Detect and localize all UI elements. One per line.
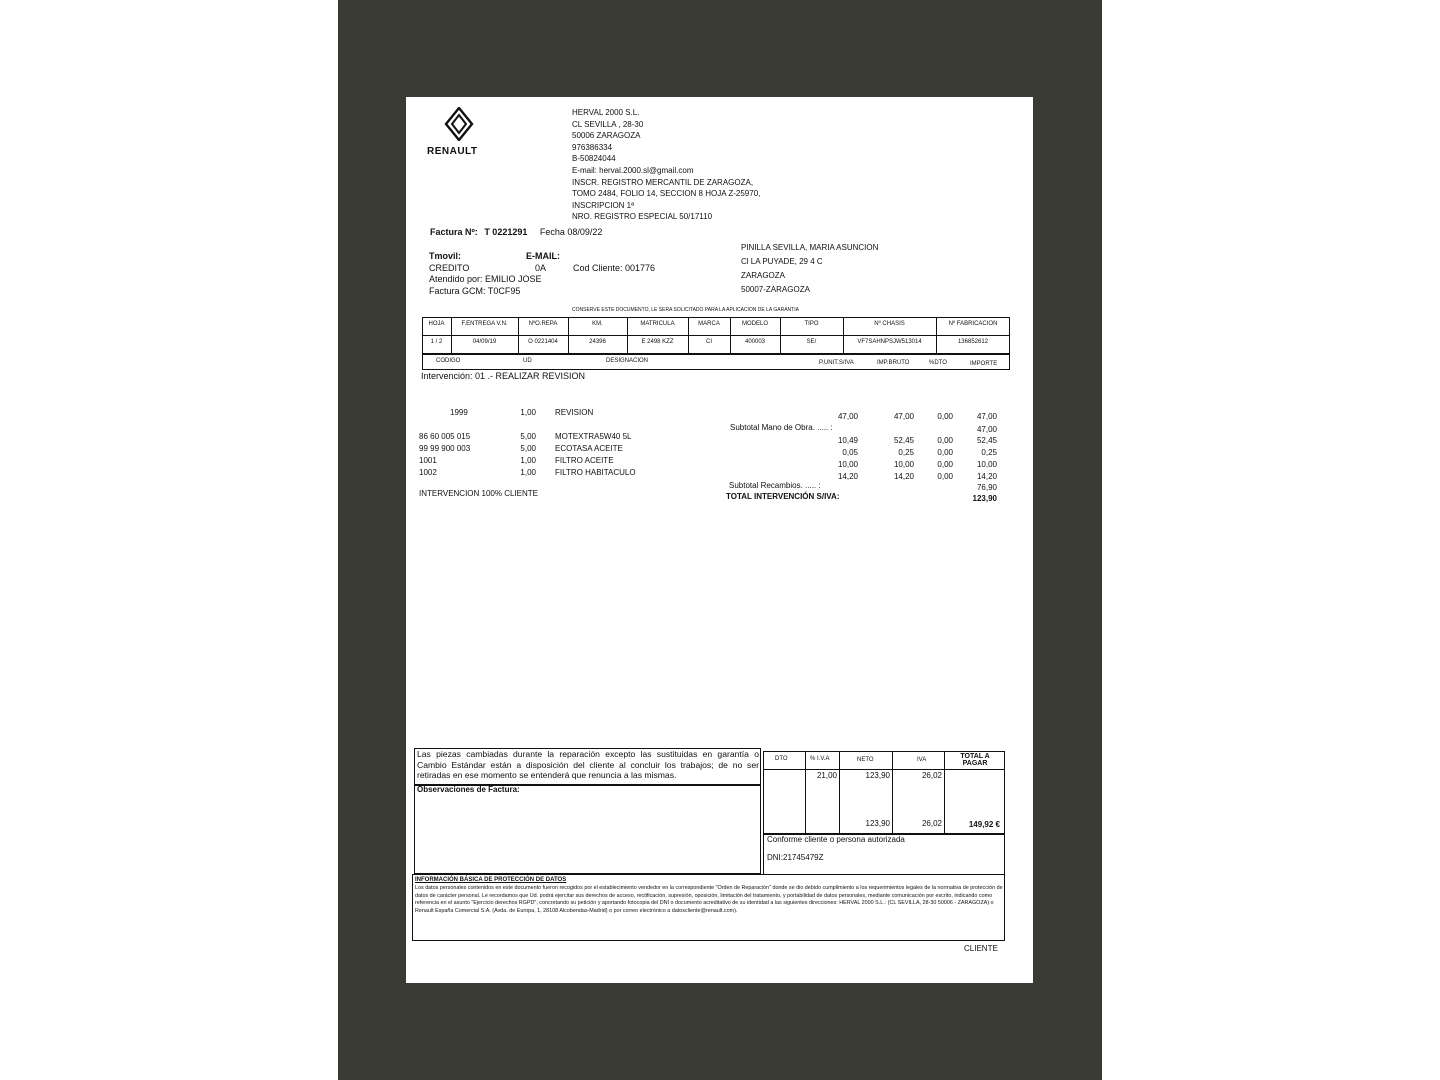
payment-code: 0A	[535, 263, 547, 273]
net-total: 123,90	[865, 819, 890, 828]
signature-label: Conforme cliente o persona autorizada	[767, 835, 905, 844]
tmovil-label: Tmovil:	[429, 251, 462, 261]
totals-divider	[892, 751, 893, 835]
item-dto: 0,00	[937, 448, 953, 457]
company-line: 50006 ZARAGOZA	[572, 131, 641, 141]
item-unit: 0,05	[842, 448, 858, 457]
item-desc: FILTRO ACEITE	[555, 456, 614, 465]
vehicle-value-cell: 04/09/19	[472, 339, 497, 345]
item-desc: FILTRO HABITACULO	[555, 468, 636, 477]
invoice-number-label: Factura Nº:	[430, 227, 478, 237]
col-dto: %DTO	[929, 360, 947, 366]
invoice-number: T 0221291	[484, 227, 528, 237]
vehicle-header-cell: MATRICULA	[640, 321, 675, 327]
total-intervention: 123,90	[972, 494, 997, 503]
vehicle-value-cell: VF7SAHNPSJW513014	[857, 339, 922, 345]
totals-divider	[805, 751, 806, 835]
customer-line: Cl LA PUYADE, 29 4 C	[741, 257, 823, 266]
item-unit: 10,49	[837, 436, 858, 445]
payment-method: CREDITO	[429, 263, 470, 273]
company-line: 976386334	[572, 142, 613, 152]
col-ud: UD	[523, 358, 532, 364]
col-bruto: IMP.BRUTO	[877, 360, 910, 366]
total-to-pay: 149,92 €	[968, 820, 1000, 829]
vehicle-value-cell: E 2498 KZZ	[641, 339, 674, 345]
privacy-title: INFORMACIÓN BÁSICA DE PROTECCIÓN DE DATOS	[415, 877, 567, 883]
totals-divider	[839, 751, 840, 835]
vehicle-value-cell: O 0221404	[528, 339, 558, 345]
item-importe: 14,20	[976, 472, 997, 481]
customer-line: ZARAGOZA	[741, 271, 786, 280]
iva-percent: 21,00	[816, 771, 837, 780]
parts-notice: Las piezas cambiadas durante la reparación excepto las sustituidas en garantía o Cambio Estándar están a disposición del cliente al concluir los trabajos; de no ser retiradas en ese momento se entenderá que renuncia a las mismas.	[417, 749, 759, 781]
customer-address	[741, 241, 878, 297]
iva-total: 26,02	[921, 819, 942, 828]
item-dto: 0,00	[937, 436, 953, 445]
item-unit: 14,20	[837, 472, 858, 481]
vehicle-value-cell: 24396	[589, 339, 606, 345]
item-dto: 0,00	[937, 472, 953, 481]
company-line: CL SEVILLA , 28-30	[572, 119, 644, 129]
item-bruto: 52,45	[893, 436, 914, 445]
vehicle-header-cell: F.ENTREGA V.N.	[461, 321, 508, 327]
totals-col-iva: IVA	[917, 757, 927, 763]
totals-header-divider	[763, 769, 1005, 770]
company-line: NRO. REGISTRO ESPECIAL 50/17110	[572, 212, 713, 222]
vehicle-header-cell: MARCA	[698, 321, 720, 327]
warranty-notice: CONSERVE ESTE DOCUMENTO, LE SERA SOLICITADO PARA LA APLICACION DE LA GARANTIA	[572, 307, 799, 313]
col-codigo: CODIGO	[436, 358, 461, 364]
vehicle-header-cell: HOJA	[428, 321, 445, 327]
vehicle-value-cell: 400003	[744, 339, 766, 345]
item-desc: MOTEXTRA5W40 5L	[555, 432, 632, 441]
intervention-title: Intervención: 01 .- REALIZAR REVISION	[421, 371, 586, 381]
subtotal-parts-label: Subtotal Recambios. ..... :	[729, 481, 821, 490]
net-amount: 123,90	[865, 771, 890, 780]
item-ud: 1,00	[520, 456, 536, 465]
col-designacion: DESIGNACION	[606, 358, 649, 364]
item-code: 1001	[419, 456, 437, 465]
copy-label: CLIENTE	[964, 944, 998, 953]
company-line: INSCR. REGISTRO MERCANTIL DE ZARAGOZA,	[572, 177, 754, 187]
company-line: INSCRIPCION 1ª	[572, 200, 635, 210]
customer-line: PINILLA SEVILLA, MARIA ASUNCION	[741, 243, 879, 252]
company-line[interactable]: E-mail: herval.2000.sl@gmail.com	[572, 165, 694, 175]
customer-dni: DNI:21745479Z	[767, 853, 824, 862]
col-punit: P.UNIT.S/IVA	[819, 360, 854, 366]
subtotal-labour: 47,00	[976, 425, 997, 434]
item-importe: 47,00	[976, 412, 997, 421]
item-unit: 10,00	[837, 460, 858, 469]
item-code: 1999	[450, 408, 468, 417]
item-ud: 1,00	[520, 468, 536, 477]
item-dto: 0,00	[937, 412, 953, 421]
vehicle-header-cell: NºO.REPA	[528, 321, 558, 327]
company-info	[572, 107, 760, 223]
vehicle-header-cell: TIPO	[804, 321, 819, 327]
totals-col-neto: NETO	[857, 757, 874, 763]
observations-label: Observaciones de Factura:	[417, 785, 520, 794]
subtotal-parts: 76,90	[976, 483, 997, 492]
observations-box	[414, 785, 761, 874]
item-code: 1002	[419, 468, 437, 477]
item-ud: 1,00	[520, 408, 536, 417]
invoice-number-row	[430, 227, 602, 237]
email-label: E-MAIL:	[526, 251, 560, 261]
item-unit: 47,00	[837, 412, 858, 421]
subtotal-labour-label: Subtotal Mano de Obra. ..... :	[730, 423, 833, 432]
vehicle-value-cell: SE/	[806, 339, 817, 345]
item-bruto: 10,00	[893, 460, 914, 469]
vehicle-value-cell: 1 / 2	[430, 339, 443, 345]
item-desc: ECOTASA ACEITE	[555, 444, 623, 453]
item-bruto: 14,20	[893, 472, 914, 481]
item-code: 86 60 005 015	[419, 432, 471, 441]
item-importe: 0,25	[981, 448, 997, 457]
company-line: B-50824044	[572, 154, 616, 164]
items-header-row	[422, 354, 1010, 370]
total-intervention-label: TOTAL INTERVENCIÓN S/IVA:	[726, 492, 840, 501]
company-line: TOMO 2484, FOLIO 14, SECCION 8 HOJA Z-25970,	[572, 189, 761, 199]
iva-amount: 26,02	[921, 771, 942, 780]
item-dto: 0,00	[937, 460, 953, 469]
brand-name: RENAULT	[427, 146, 478, 157]
invoice-date: Fecha 08/09/22	[539, 227, 603, 237]
intervention-note: INTERVENCION 100% CLIENTE	[419, 489, 538, 498]
item-ud: 5,00	[520, 432, 536, 441]
privacy-text: Los datos personales contenidos en este documento fueron recogidos por el establecimiento vendedor en la correspondiente "Orden de Reparación" donde se dio debido cumplimiento a los requerimientos legales de la normativa de protección de datos de carácter personal. Le recordamos que Ud. podrá ejercitar sus derechos de acceso, rectificación, supresión, oposición, limitación del tratamiento, y portabilidad de datos personales, mediante comunicación por escrito, indicando como referencia en el asunto "Ejercicio derechos RGPD", concretando su petición y aportando fotocopia del DNI o documento acreditativo de su identidad a las siguientes direcciones: HERVAL 2000 S.L.: (CL SEVILLA, 28-30 50006 - ZARAGOZA) o Renault España Comercial S.A. (Avda. de Europa, 1, 28108 Alcobendas-Madrid) o por correo electrónico a datoscliente@renault.com).	[415, 885, 1003, 914]
renault-logo-icon	[443, 107, 475, 141]
totals-col-dto: DTO	[775, 756, 788, 762]
vehicle-value-cell: CI	[706, 339, 712, 345]
company-line: HERVAL 2000 S.L.	[572, 108, 640, 117]
totals-col-iva-pct: % I.V.A	[810, 756, 830, 762]
totals-col-total: TOTAL A PAGAR	[960, 753, 990, 767]
vehicle-table-divider	[422, 335, 1010, 336]
vehicle-value-cell: 136852612	[957, 339, 989, 345]
item-importe: 52,45	[976, 436, 997, 445]
invoice-page	[406, 97, 1033, 983]
item-bruto: 47,00	[893, 412, 914, 421]
customer-code: Cod Cliente: 001776	[573, 263, 656, 273]
vehicle-header-cell: MODELO	[741, 321, 768, 327]
col-importe: IMPORTE	[970, 361, 998, 367]
attended-by: Atendido por: EMILIO JOSE	[429, 274, 542, 284]
vehicle-header-cell: Nº FABRICACION	[948, 321, 998, 327]
vehicle-header-cell: KM.	[592, 321, 603, 327]
item-bruto: 0,25	[898, 448, 914, 457]
item-desc: REVISION	[555, 408, 594, 417]
totals-divider	[944, 751, 945, 835]
customer-line: 50007-ZARAGOZA	[741, 285, 810, 294]
item-importe: 10,00	[976, 460, 997, 469]
vehicle-header-cell: Nº CHASIS	[874, 321, 905, 327]
item-ud: 5,00	[520, 444, 536, 453]
gcm-invoice: Factura GCM: T0CF95	[429, 286, 521, 296]
item-code: 99 99 900 003	[419, 444, 471, 453]
